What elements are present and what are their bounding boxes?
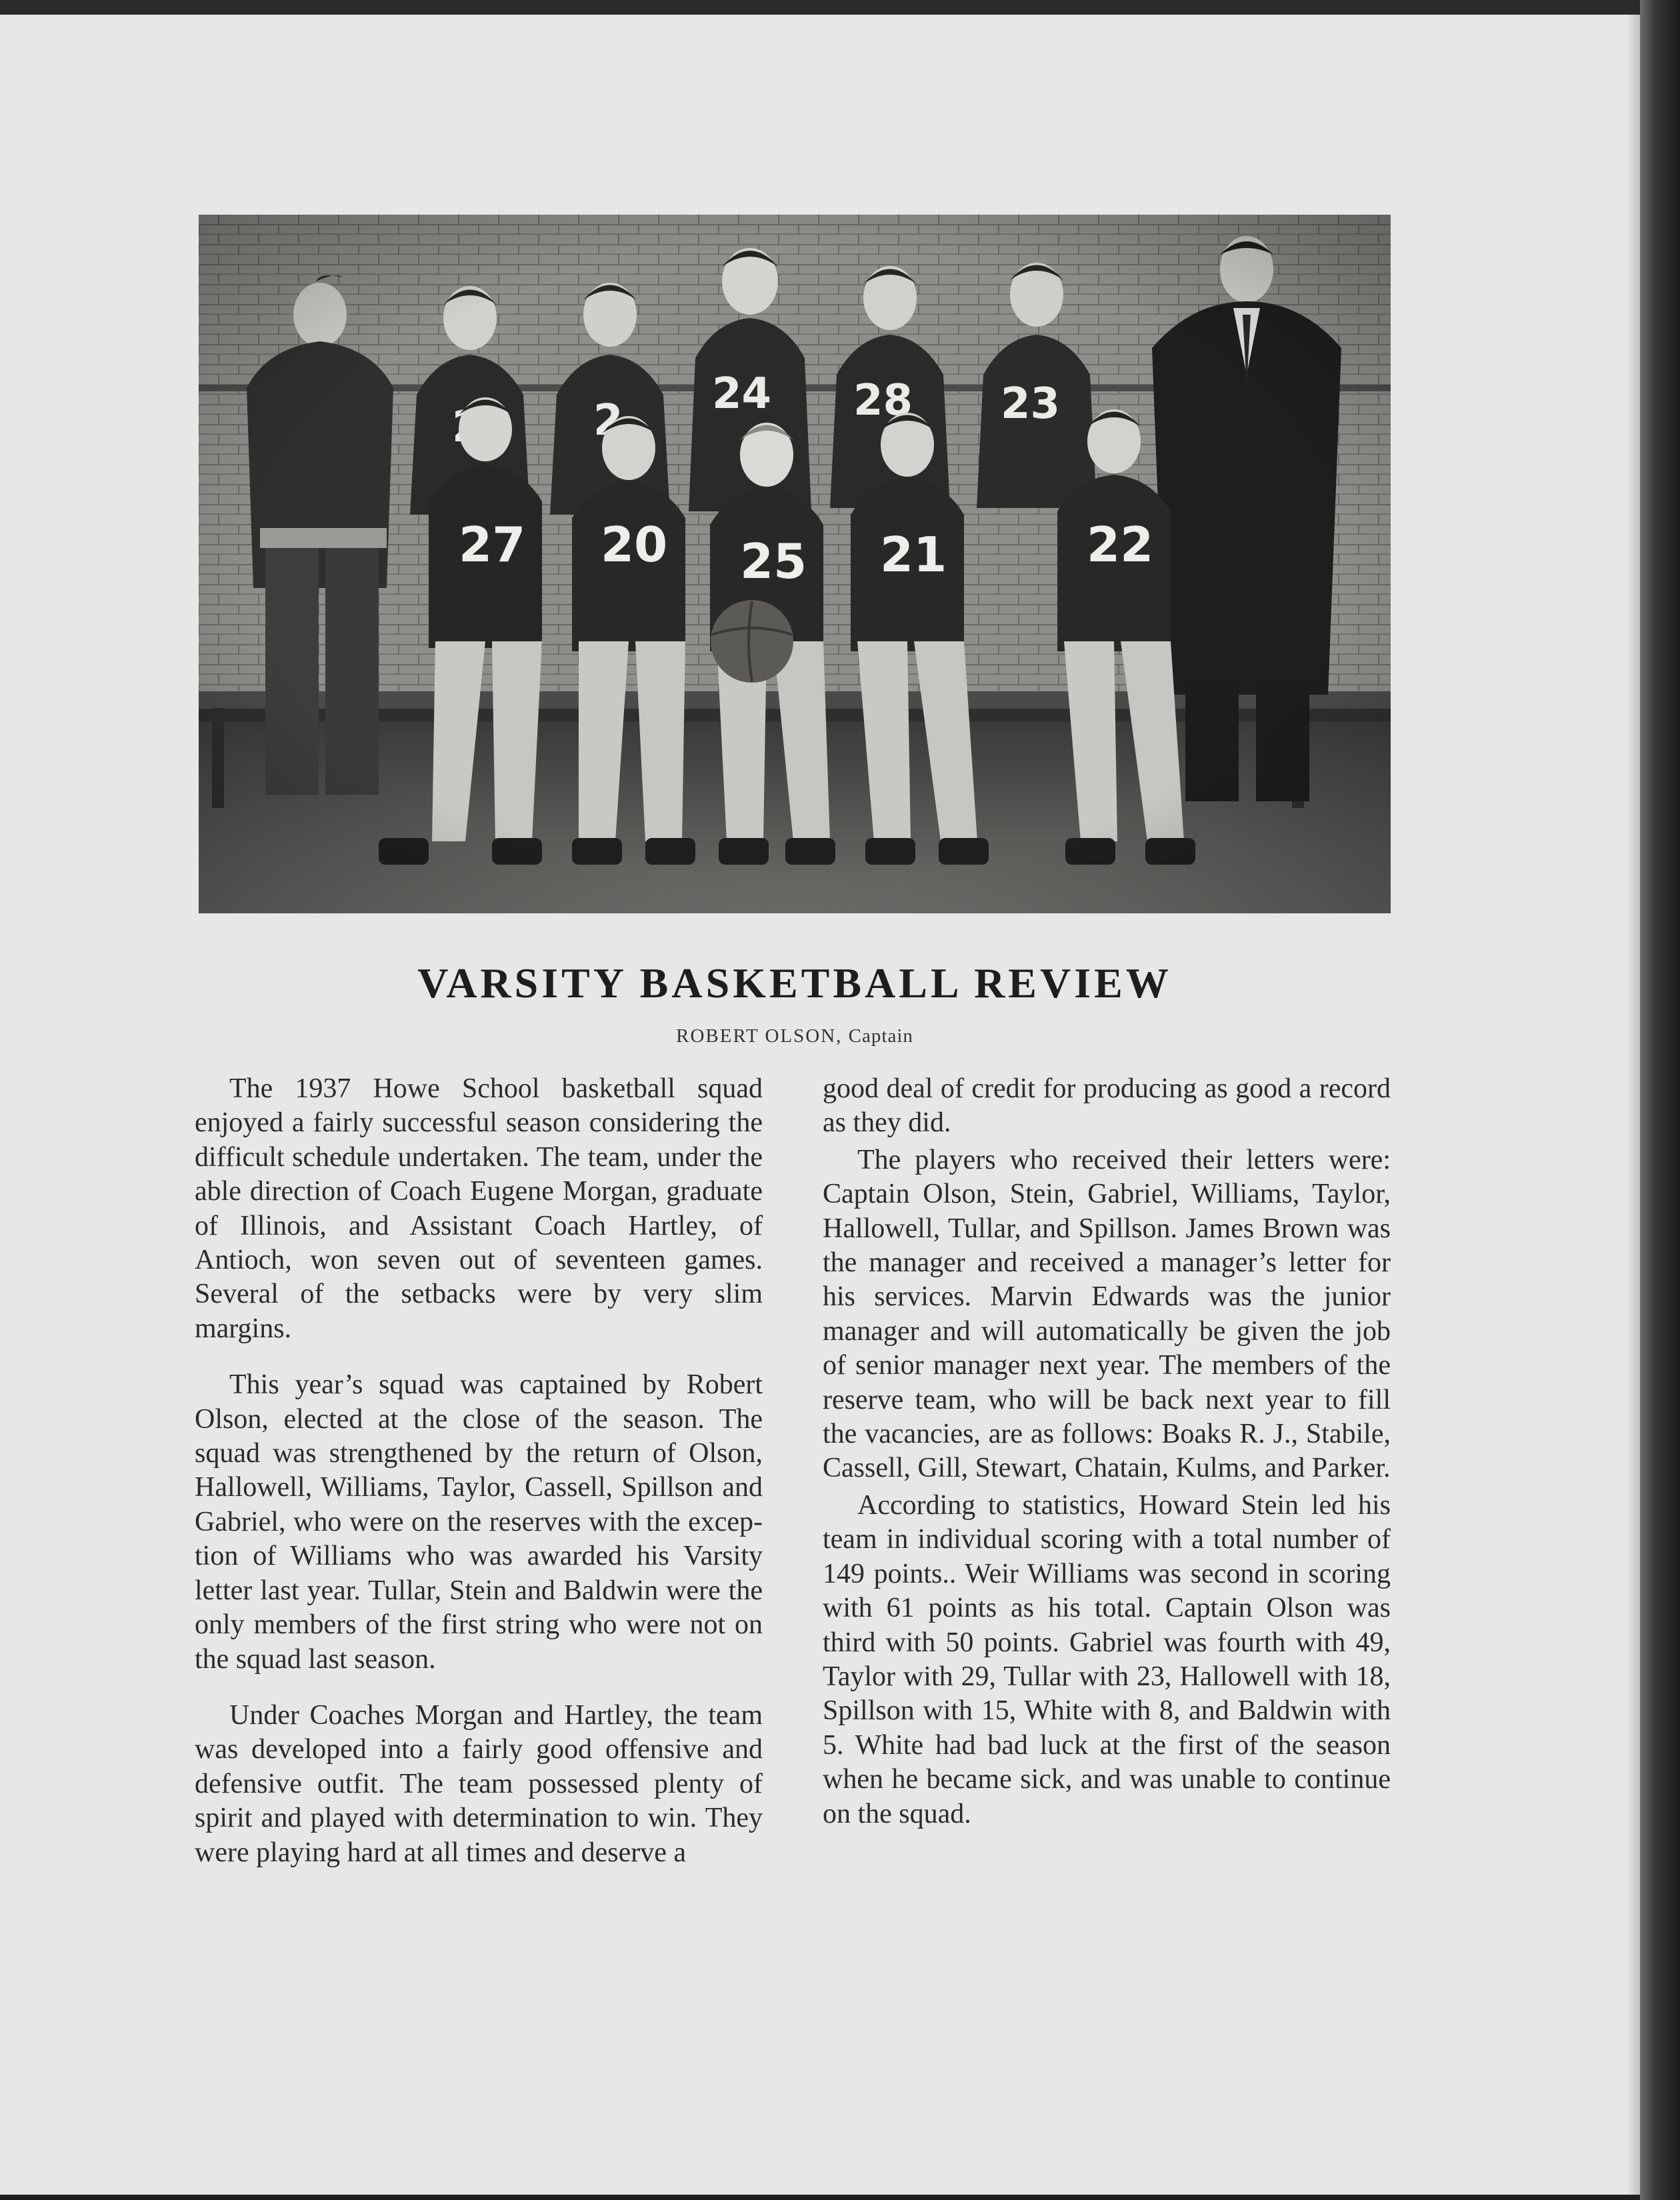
paragraph: good deal of credit for producing as good a record as they did.: [823, 1073, 1391, 1139]
paragraph: The 1937 Howe School basketball squad enjoyed a fairly successful season considering the difficult schedule undertaken. The team, under the able direction of Coach Eugene Morgan, graduate of Illinois, and Assistant Coach Hartley, of Antioch, won seven out of seventeen games. Several of the setbacks were by very slim margins.: [195, 1073, 763, 1344]
article-title: VARSITY BASKETBALL REVIEW: [417, 959, 1172, 1007]
byline-role: Captain: [848, 1025, 913, 1047]
top-shadow-band: [0, 0, 1680, 15]
paragraph: Under Coaches Morgan and Hartley, the team was developed into a fairly good offensive and defensive outfit. The team possessed plenty of spirit and played with determination to win. They were playing hard at all times and deserve a: [195, 1699, 763, 1868]
paragraph: This year’s squad was captained by Robert Olson, elected at the close of the season. The squad was strengthened by the return of Olson, Hallowell, Williams, Taylor, Cassell, Spillson and Gabriel, who were on the reserves with the exception of Williams who was awarded his Varsity letter last year. Tullar, Stein and Baldwin were the only members of the first string who were not on the squad last season.: [195, 1369, 763, 1675]
team-photograph: [199, 215, 1391, 913]
byline-name: ROBERT OLSON,: [676, 1025, 843, 1047]
paragraph: According to statistics, Howard Stein led his team in individual scoring with a total number of 149 points.. Weir Williams was second in scoring with 61 points as his total. Captain Olson was third with 50 points. Gabriel was fourth with 49, Taylor with 29, Tullar with 23, Hallowell with 18, Spillson with 15, White with 8, and Baldwin with 5. White had bad luck at the first of the season when he became sick, and was unable to continue on the squad.: [823, 1489, 1391, 1829]
team-photograph-drawing: [199, 215, 1391, 913]
book-spine: [1640, 0, 1680, 2200]
right-column: [823, 1072, 1391, 1831]
page-edge-shadow: [1627, 15, 1641, 2195]
article-byline: [0, 1025, 1589, 1047]
left-column: [195, 1072, 763, 1870]
paragraph: The players who received their letters were: Captain Olson, Stein, Gabriel, Williams, Taylor, Hallowell, Tullar, and Spillson. James Brown was the manager and received a manager’s letter for his services. Marvin Edwards was the junior manager and will automatically be given the job of senior manager next year. The members of the reserve team, who will be back next year to fill the vacancies, are as follows: Boaks R. J., Stabile, Cassell, Gill, Stewart, Chatain, Kulms, and Parker.: [823, 1144, 1391, 1484]
